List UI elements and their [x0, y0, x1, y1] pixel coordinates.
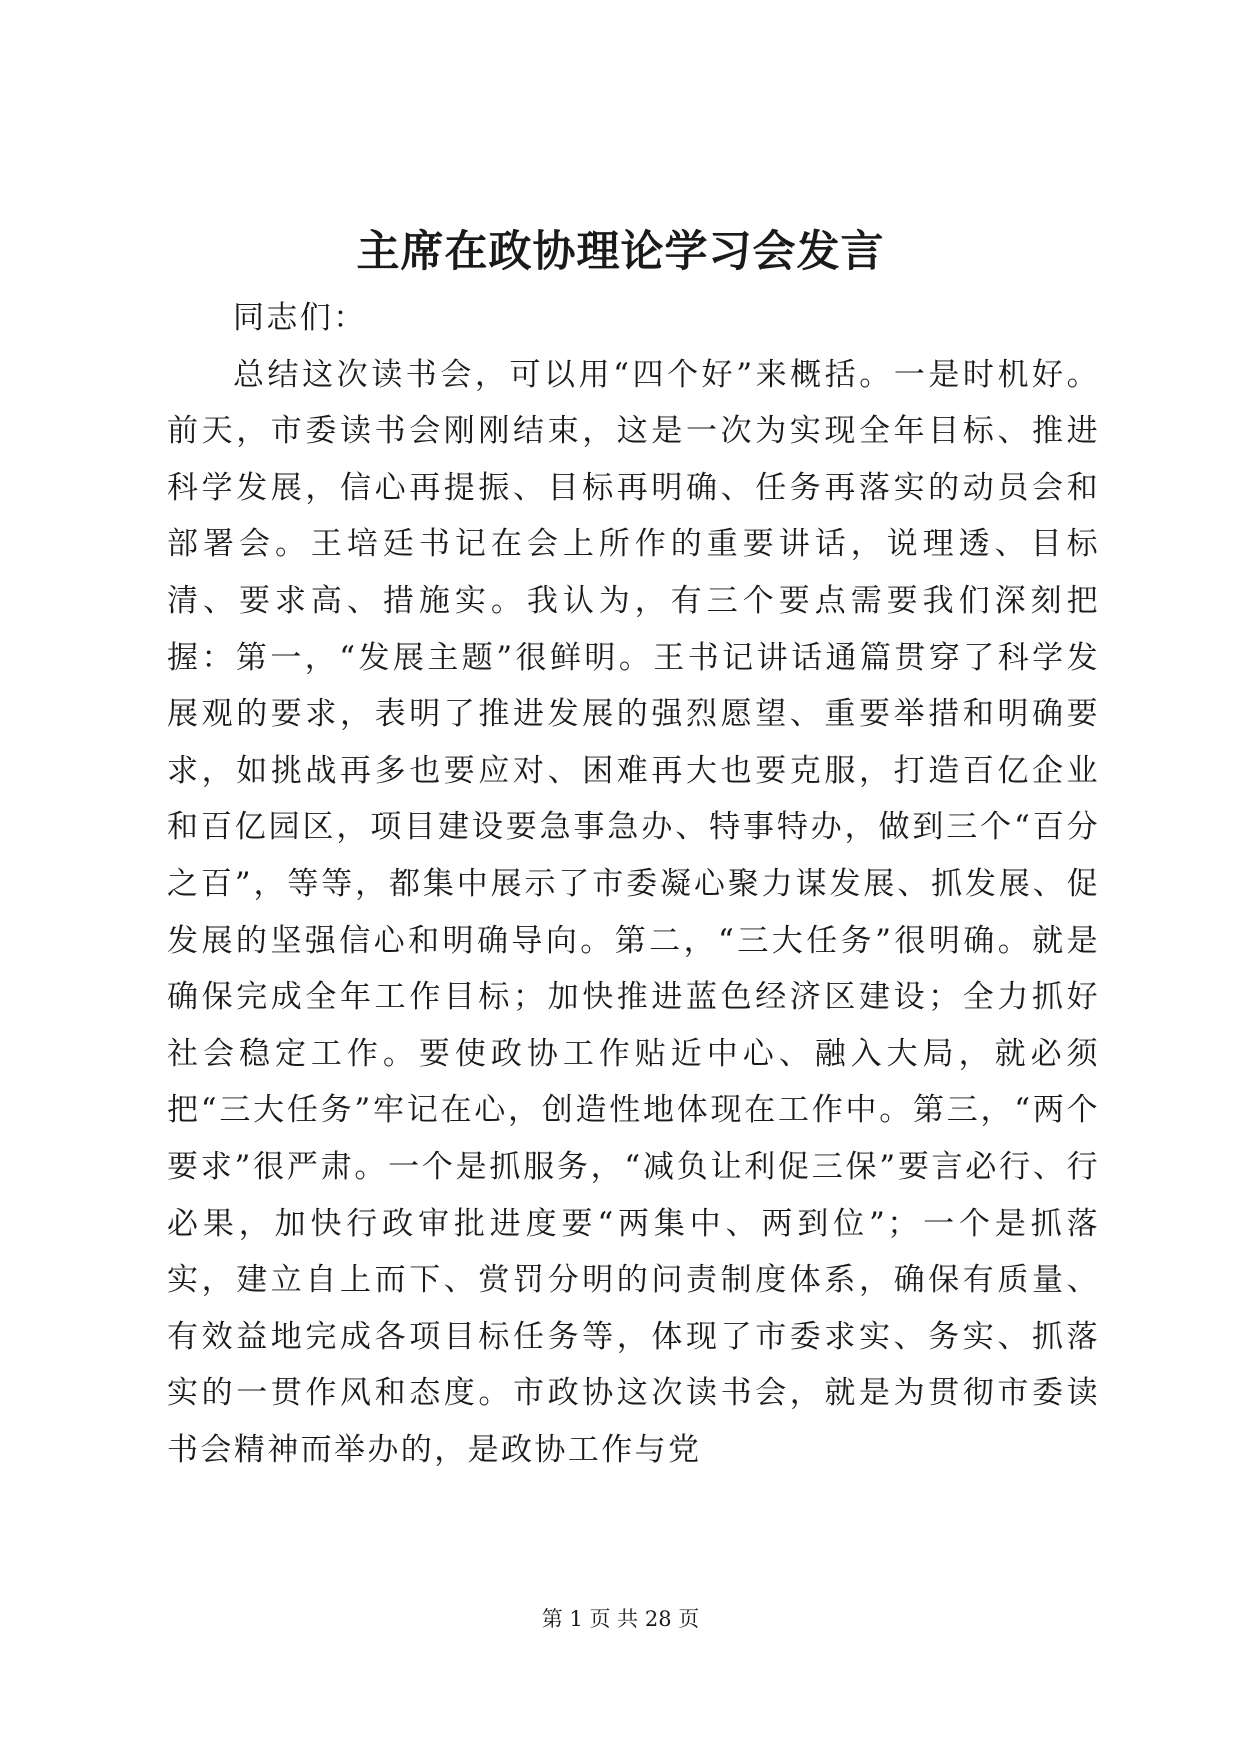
document-title: 主席在政协理论学习会发言 — [356, 227, 885, 277]
page-number-footer: 第 1 页 共 28 页 — [541, 1607, 700, 1631]
salutation: 同志们： — [233, 300, 367, 336]
body-paragraph: 总结这次读书会，可以用“四个好”来概括。一是时机好。前天，市委读书会刚刚结束，这是一次为实现全年目标、推进科学发展，信心再提振、目标再明确、任务再落实的动员会和部署会。王培廷书记在会上所作的重要讲话，说理透、目标清、要求高、措施实。我认为，有三个要点需要我们深刻把握：第一，“发展主题”很鲜明。王书记讲话通篇贯穿了科学发展观的要求，表明了推进发展的强烈愿望、重要举措和明确要求，如挑战再多也要应对、困难再大也要克服，打造百亿企业和百亿园区，项目建设要急事急办、特事特办，做到三个“百分之百”，等等，都集中展示了市委凝心聚力谋发展、抓发展、促发展的坚强信心和明确导向。第二，“三大任务”很明确。就是确保完成全年工作目标；加快推进蓝色经济区建设；全力抓好社会稳定工作。要使政协工作贴近中心、融入大局，就必须把“三大任务”牢记在心，创造性地体现在工作中。第三，“两个要求”很严肃。一个是抓服务，“减负让利促三保”要言必行、行必果，加快行政审批进度要“两集中、两到位”；一个是抓落实，建立自上而下、赏罚分明的问责制度体系，确保有质量、有效益地完成各项目标任务等，体现了市委求实、务实、抓落实的一贯作风和态度。市政协这次读书会，就是为贯彻市委读书会精神而举办的，是政协工作与党 — [167, 356, 1100, 1468]
document-body — [167, 290, 1100, 1478]
